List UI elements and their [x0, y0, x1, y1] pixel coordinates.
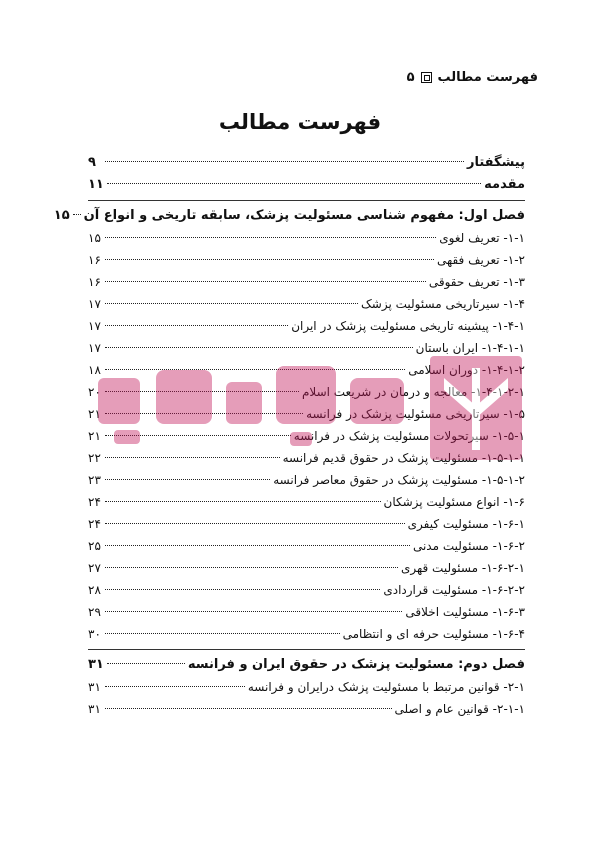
toc-entry-label: ۱-۱- تعریف لغوی [439, 231, 525, 245]
page-title: فهرست مطالب [218, 110, 382, 134]
toc-entry-label: ۲-۱-۱- قوانین عام و اصلی [394, 702, 525, 716]
toc-entry-label: ۱-۶- انواع مسئولیت پزشکان [383, 495, 525, 509]
toc-entry-label: فصل اول: مفهوم شناسی مسئولیت پزشک، سابقه تاریخی و انواع آن [83, 208, 525, 223]
toc-leader-dots [107, 663, 185, 664]
toc-entry[interactable] [88, 676, 525, 698]
toc-leader-dots [105, 161, 464, 162]
toc-entry-page-number: ۱۷ [88, 297, 101, 311]
toc-entry-page-number: ۲۷ [88, 561, 101, 575]
section-divider [88, 200, 525, 201]
toc-entry[interactable] [88, 491, 525, 513]
toc-leader-dots [105, 686, 245, 687]
toc-entry-label: ۱-۶-۲-۲- مسئولیت قراردادی [383, 583, 525, 597]
toc-leader-dots [105, 457, 280, 458]
toc-entry-label: ۱-۶-۴- مسئولیت حرفه ای و انتظامی [342, 627, 525, 641]
toc-entry[interactable] [88, 293, 525, 315]
toc-entry-label: ۱-۴-۱-۲-۱- معالجه و درمان در شریعت اسلام [301, 385, 525, 399]
toc-entry-page-number: ۱۵ [88, 231, 101, 245]
toc-entry-page-number: ۱۱ [88, 177, 104, 192]
toc-entry-page-number: ۳۱ [88, 702, 101, 716]
toc-entry[interactable] [88, 623, 525, 645]
toc-leader-dots [105, 303, 358, 304]
toc-entry-label: ۱-۵-۱-۲- مسئولیت پزشک در حقوق معاصر فرانسه [273, 473, 525, 487]
toc-leader-dots [105, 708, 392, 709]
toc-entry-page-number: ۲۳ [88, 473, 101, 487]
toc-entry-label: ۱-۴-۱-۱- ایران باستان [415, 341, 525, 355]
toc-entry-page-number: ۲۸ [88, 583, 101, 597]
toc-leader-dots [105, 501, 381, 502]
toc-entry-label: فصل دوم: مسئولیت پزشک در حقوق ایران و فرانسه [187, 657, 525, 672]
toc-leader-dots [105, 435, 291, 436]
toc-entry-label: ۱-۶-۲-۱- مسئولیت قهری [400, 561, 525, 575]
toc-entry-page-number: ۲۱ [88, 407, 101, 421]
toc-entry[interactable] [88, 152, 525, 174]
square-ornament-icon [421, 72, 432, 83]
toc-leader-dots [105, 567, 398, 568]
toc-entry[interactable] [88, 337, 525, 359]
toc-entry[interactable] [88, 174, 525, 196]
toc-entry-page-number: ۳۰ [88, 627, 101, 641]
toc-entry[interactable] [88, 425, 525, 447]
toc-leader-dots [105, 479, 270, 480]
toc-entry-label: ۱-۴-۱-۲- دوران اسلامی [408, 363, 525, 377]
toc-entry-page-number: ۱۶ [88, 253, 101, 267]
toc-leader-dots [105, 369, 405, 370]
toc-entry-page-number: ۳۱ [88, 657, 104, 672]
toc-entry-page-number: ۲۵ [88, 539, 101, 553]
toc-leader-dots [105, 611, 402, 612]
toc-entry-label: ۱-۶-۳- مسئولیت اخلاقی [405, 605, 525, 619]
running-header-title: فهرست مطالب [437, 70, 538, 85]
toc-entry[interactable] [88, 381, 525, 403]
toc-entry-label: ۱-۵- سیرتاریخی مسئولیت پزشک در فرانسه [306, 407, 525, 421]
toc-entry[interactable] [88, 403, 525, 425]
toc-entry[interactable] [88, 315, 525, 337]
toc-entry-page-number: ۱۸ [88, 363, 101, 377]
toc-leader-dots [105, 281, 426, 282]
toc-entry[interactable] [88, 654, 525, 676]
toc-entry-label: ۱-۵-۱- سیرتحولات مسئولیت پزشک در فرانسه [293, 429, 525, 443]
toc-entry-label: ۱-۵-۱-۱- مسئولیت پزشک در حقوق قدیم فرانسه [282, 451, 525, 465]
toc-entry-label: ۱-۲- تعریف فقهی [436, 253, 525, 267]
toc-entry[interactable] [88, 535, 525, 557]
toc-entry-label: ۱-۶-۱- مسئولیت کیفری [407, 517, 525, 531]
toc-leader-dots [105, 545, 410, 546]
toc-entry-page-number: ۲۰ [88, 385, 101, 399]
toc-entry-label: ۱-۴-۱- پیشینه تاریخی مسئولیت پزشک در ایران [291, 319, 525, 333]
section-divider [88, 649, 525, 650]
toc-leader-dots [105, 633, 340, 634]
toc-entry[interactable] [53, 205, 525, 227]
toc-entry[interactable] [88, 513, 525, 535]
toc-entry[interactable] [88, 249, 525, 271]
toc-leader-dots [105, 325, 288, 326]
toc-leader-dots [105, 347, 413, 348]
toc-entry-label: ۱-۳- تعریف حقوقی [428, 275, 525, 289]
toc-leader-dots [105, 259, 434, 260]
toc-entry[interactable] [88, 579, 525, 601]
toc-leader-dots [105, 523, 405, 524]
toc-entry[interactable] [88, 227, 525, 249]
toc-entry-page-number: ۱۶ [88, 275, 101, 289]
toc-entry-label: ۲-۱- قوانین مرتبط با مسئولیت پزشک درایران و فرانسه [247, 680, 525, 694]
toc-entry-label: مقدمه [484, 177, 525, 192]
running-header [407, 70, 538, 85]
toc-entry-label: ۱-۴- سیرتاریخی مسئولیت پزشک [361, 297, 525, 311]
toc-entry-page-number: ۱۵ [53, 208, 70, 223]
table-of-contents [53, 152, 525, 720]
toc-entry-page-number: ۲۹ [88, 605, 101, 619]
toc-leader-dots [107, 183, 481, 184]
toc-entry[interactable] [88, 601, 525, 623]
toc-entry-label: پیشگفتار [466, 155, 525, 170]
toc-entry-page-number: ۲۴ [88, 517, 101, 531]
toc-entry[interactable] [88, 447, 525, 469]
running-header-page-number: ۵ [406, 70, 415, 85]
toc-entry-page-number: ۳۱ [88, 680, 101, 694]
toc-entry-page-number: ۲۲ [88, 451, 101, 465]
toc-leader-dots [73, 214, 81, 215]
toc-entry-page-number: ۱۷ [88, 341, 101, 355]
toc-entry[interactable] [88, 698, 525, 720]
toc-entry-page-number: ۹ [88, 155, 96, 170]
toc-leader-dots [105, 237, 436, 238]
toc-entry-page-number: ۲۴ [88, 495, 101, 509]
toc-entry[interactable] [88, 359, 525, 381]
toc-leader-dots [105, 589, 380, 590]
toc-entry-page-number: ۱۷ [88, 319, 101, 333]
toc-leader-dots [105, 413, 303, 414]
toc-entry[interactable] [88, 557, 525, 579]
toc-leader-dots [105, 391, 299, 392]
toc-entry-label: ۱-۶-۲- مسئولیت مدنی [412, 539, 525, 553]
toc-entry[interactable] [88, 271, 525, 293]
toc-entry[interactable] [88, 469, 525, 491]
toc-entry-page-number: ۲۱ [88, 429, 101, 443]
